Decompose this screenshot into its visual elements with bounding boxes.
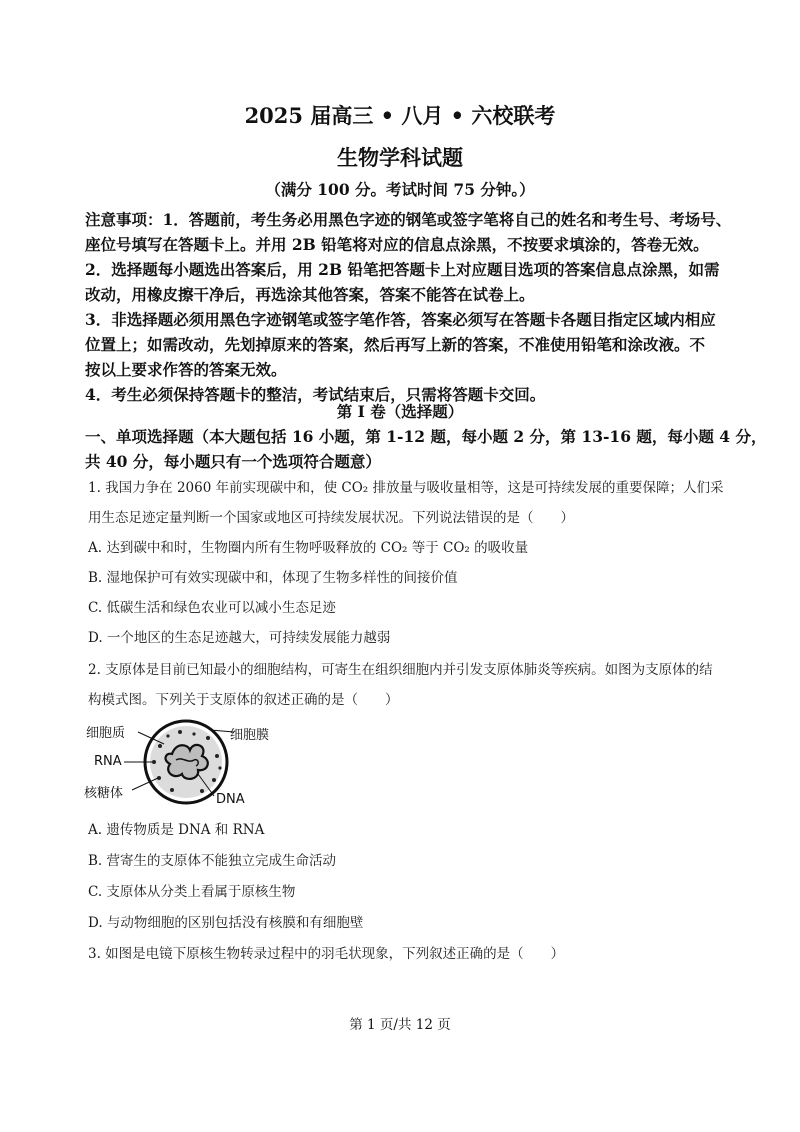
q2-option-b: B. 营寄生的支原体不能独立完成生命活动	[88, 853, 337, 869]
instruction-line-1: 注意事项：1．答题前，考生务必用黑色字迹的钢笔或签字笔将自己的姓名和考生号、考场号、	[85, 210, 732, 229]
label-cytoplasm: 细胞质	[86, 726, 126, 741]
q1-option-a: A. 达到碳中和时，生物圈内所有生物呼吸释放的 CO₂ 等于 CO₂ 的吸收量	[88, 540, 529, 556]
q1-stem-line-1: 1. 我国力争在 2060 年前实现碳中和，使 CO₂ 排放量与吸收量相等，这是可持续发展的重要保障；人们采	[88, 480, 724, 496]
q1-option-c: C. 低碳生活和绿色农业可以减小生态足迹	[88, 600, 336, 616]
page-footer: 第 1 页/共 12 页	[349, 1017, 451, 1033]
q2-stem-line-2: 构模式图。下列关于支原体的叙述正确的是（ ）	[88, 692, 399, 708]
exam-title: 2025 届高三 • 八月 • 六校联考	[244, 103, 556, 128]
q2-option-a: A. 遗传物质是 DNA 和 RNA	[88, 822, 265, 838]
subject-title: 生物学科试题	[337, 145, 463, 170]
q2-option-c: C. 支原体从分类上看属于原核生物	[88, 884, 296, 900]
q3-stem-line-1: 3. 如图是电镜下原核生物转录过程中的羽毛状现象，下列叙述正确的是（ ）	[88, 946, 565, 962]
exam-meta: （满分 100 分。考试时间 75 分钟。）	[265, 180, 535, 199]
section-title: 第 I 卷（选择题）	[336, 402, 464, 421]
label-ribosome: 核糖体	[84, 786, 124, 801]
mycoplasma-figure	[84, 716, 294, 816]
q1-option-b: B. 湿地保护可有效实现碳中和，体现了生物多样性的间接价值	[88, 570, 458, 586]
label-dna: DNA	[216, 792, 245, 807]
q1-option-d: D. 一个地区的生态足迹越大，可持续发展能力越弱	[88, 630, 391, 646]
instruction-line-4: 改动，用橡皮擦干净后，再选涂其他答案，答案不能答在试卷上。	[85, 285, 535, 304]
instruction-line-7: 按以上要求作答的答案无效。	[85, 360, 287, 379]
part1-instruction-line-2: 共 40 分，每小题只有一个选项符合题意）	[85, 452, 381, 471]
label-rna: RNA	[94, 754, 122, 769]
instruction-line-5: 3．非选择题必须用黑色字迹钢笔或签字笔作答，答案必须写在答题卡各题目指定区域内相应	[85, 310, 716, 329]
instruction-line-8: 4．考生必须保持答题卡的整洁，考试结束后，只需将答题卡交回。	[85, 385, 546, 404]
q1-stem-line-2: 用生态足迹定量判断一个国家或地区可持续发展状况。下列说法错误的是（ ）	[88, 510, 574, 526]
q2-stem-line-1: 2. 支原体是目前已知最小的细胞结构，可寄生在组织细胞内并引发支原体肺炎等疾病。如图为支原体的结	[88, 662, 713, 678]
instruction-line-2: 座位号填写在答题卡上。并用 2B 铅笔将对应的信息点涂黑，不按要求填涂的，答卷无效。	[85, 235, 709, 254]
instruction-line-6: 位置上；如需改动，先划掉原来的答案，然后再写上新的答案，不准使用铅笔和涂改液。不	[85, 335, 706, 354]
instruction-line-3: 2．选择题每小题选出答案后，用 2B 铅笔把答题卡上对应题目选项的答案信息点涂黑，如需	[85, 260, 720, 279]
q2-option-d: D. 与动物细胞的区别包括没有核膜和有细胞壁	[88, 915, 364, 931]
part1-instruction-line-1: 一、单项选择题（本大题包括 16 小题，第 1-12 题，每小题 2 分，第 13-16 题，每小题 4 分，	[85, 427, 767, 446]
label-cell-membrane: 细胞膜	[230, 728, 270, 743]
